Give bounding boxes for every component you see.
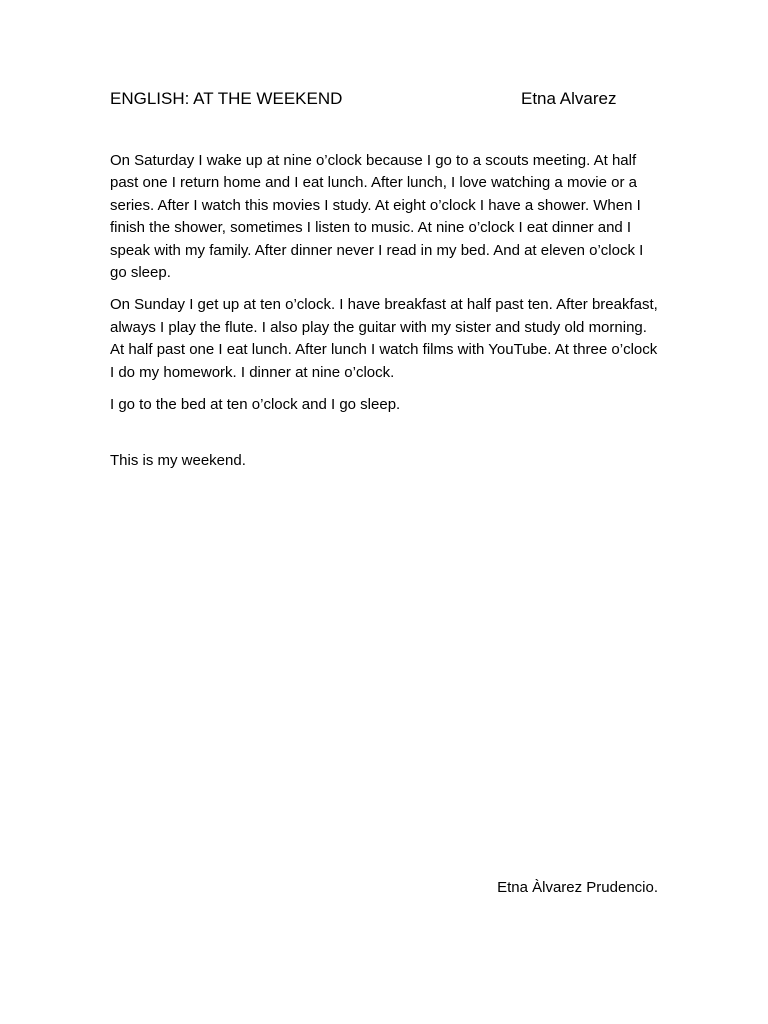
paragraph-bedtime: I go to the bed at ten o’clock and I go sleep. <box>110 396 401 414</box>
document-title: ENGLISH: AT THE WEEKEND <box>110 89 343 108</box>
document-signature: Etna Àlvarez Prudencio. <box>497 879 658 896</box>
document-body <box>110 150 662 483</box>
document-author: Etna Alvarez <box>521 89 617 108</box>
paragraph-saturday: On Saturday I wake up at nine o’clock because I go to a scouts meeting. At half past one I return home and I eat lunch. After lunch, I love watching a movie or a series. After I watch this movies I study. At eight o’clock I have a shower. When I finish the shower, sometimes I listen to music. At nine o’clock I eat dinner and I speak with my family. After dinner never I read in my bed. And at eleven o’clock I go sleep. <box>110 152 644 282</box>
paragraph-sunday: On Sunday I get up at ten o’clock. I have breakfast at half past ten. After breakfast, always I play the flute. I also play the guitar with my sister and study old morning. At half past one I eat lunch. After lunch I watch films with YouTube. At three o’clock I do my homework. I dinner at nine o’clock. <box>110 296 658 381</box>
paragraph-closing: This is my weekend. <box>110 452 246 470</box>
